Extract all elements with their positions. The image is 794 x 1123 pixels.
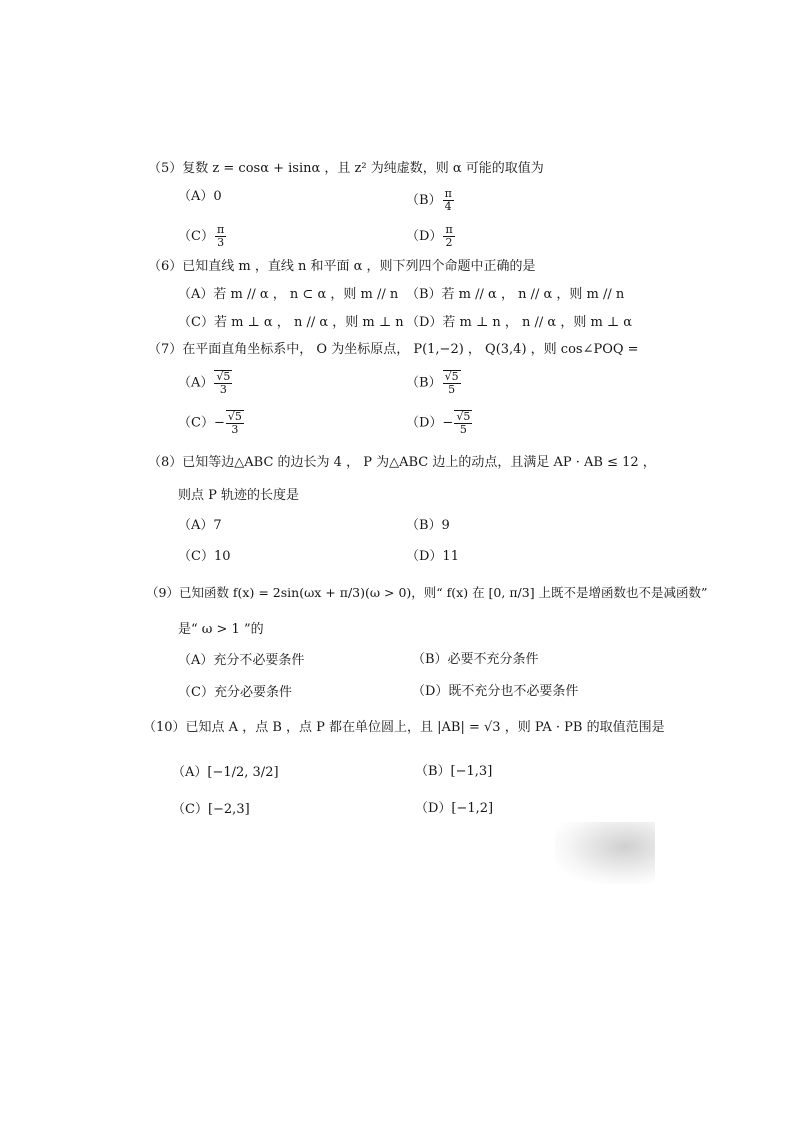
question-6-stem: （6）已知直线 m ，直线 n 和平面 α ，则下列四个命题中正确的是 [148,259,536,274]
q8-option-d: （D）11 [406,549,459,564]
q8-option-a: （A）7 [178,518,222,533]
question-9-stem-line2: 是“ ω > 1 ”的 [178,622,264,637]
q8-vector-condition: AP · AB ≤ 12 ， [553,455,656,470]
q5-option-a: （A）0 [178,189,222,204]
q7-option-a: （A） $\frac{√5}{3}$ [178,370,231,396]
question-8-stem: （8）已知等边△ABC 的边长为 4 ， P 为△ABC 边上的动点，且满足 AP · AB ≤ 12 ， [148,455,656,470]
question-5-stem: （5）复数 z = cosα + isinα ，且 z² 为纯虚数，则 α 可能的取值为 [148,161,544,176]
q7-option-b: （B） $\frac{√5}{5}$ [406,370,459,396]
q6-option-b: （B）若 m // α ， n // α ，则 m // n [406,287,625,302]
scan-smudge [555,822,655,884]
q9-option-a: （A）充分不必要条件 [178,653,305,668]
q5-option-d: （D） $\frac{\pi}{2}$ [406,223,453,249]
question-7-stem: （7）在平面直角坐标系中， O 为坐标原点， P(1,−2) ， Q(3,4) ，则 cos∠POQ = [148,342,639,357]
q9-option-c: （C）充分必要条件 [178,685,292,700]
q8-option-c: （C）10 [178,549,231,564]
q7-option-c: （C）− $\frac{√5}{3}$ [178,410,242,436]
q9-option-b: （B）必要不充分条件 [412,652,539,667]
q5-option-b: （B） $\frac{\pi}{4}$ [406,187,452,213]
q6-option-d: （D）若 m ⊥ n ， n // α ，则 m ⊥ α [406,315,633,330]
q10-option-b: （B）[−1,3] [415,764,493,779]
q6-option-a: （A）若 m // α ， n ⊂ α ，则 m // n [178,287,399,302]
q5-option-c: （C） $\frac{\pi}{3}$ [178,223,225,249]
q9-option-d: （D）既不充分也不必要条件 [412,684,579,699]
q10-option-c: （C）[−2,3] [172,802,250,817]
question-8-stem-line2: 则点 P 轨迹的长度是 [178,488,300,503]
q6-option-c: （C）若 m ⊥ α ， n // α ，则 m ⊥ n [178,315,404,330]
q10-option-d: （D）[−1,2] [415,801,494,816]
q10-option-a: （A）[−1/2, 3/2] [172,765,279,780]
q7-option-d: （D）− $\frac{√5}{5}$ [406,410,471,436]
question-10-stem: （10）已知点 A ，点 B ，点 P 都在单位圆上，且 |AB| = √3 ，则 PA · PB 的取值范围是 [143,720,665,735]
q8-option-b: （B）9 [406,518,450,533]
question-9-stem: （9）已知函数 f(x) = 2sin(ωx + π/3)(ω > 0)，则“ f(x) 在 [0, π/3] 上既不是增函数也不是减函数” [146,585,708,600]
